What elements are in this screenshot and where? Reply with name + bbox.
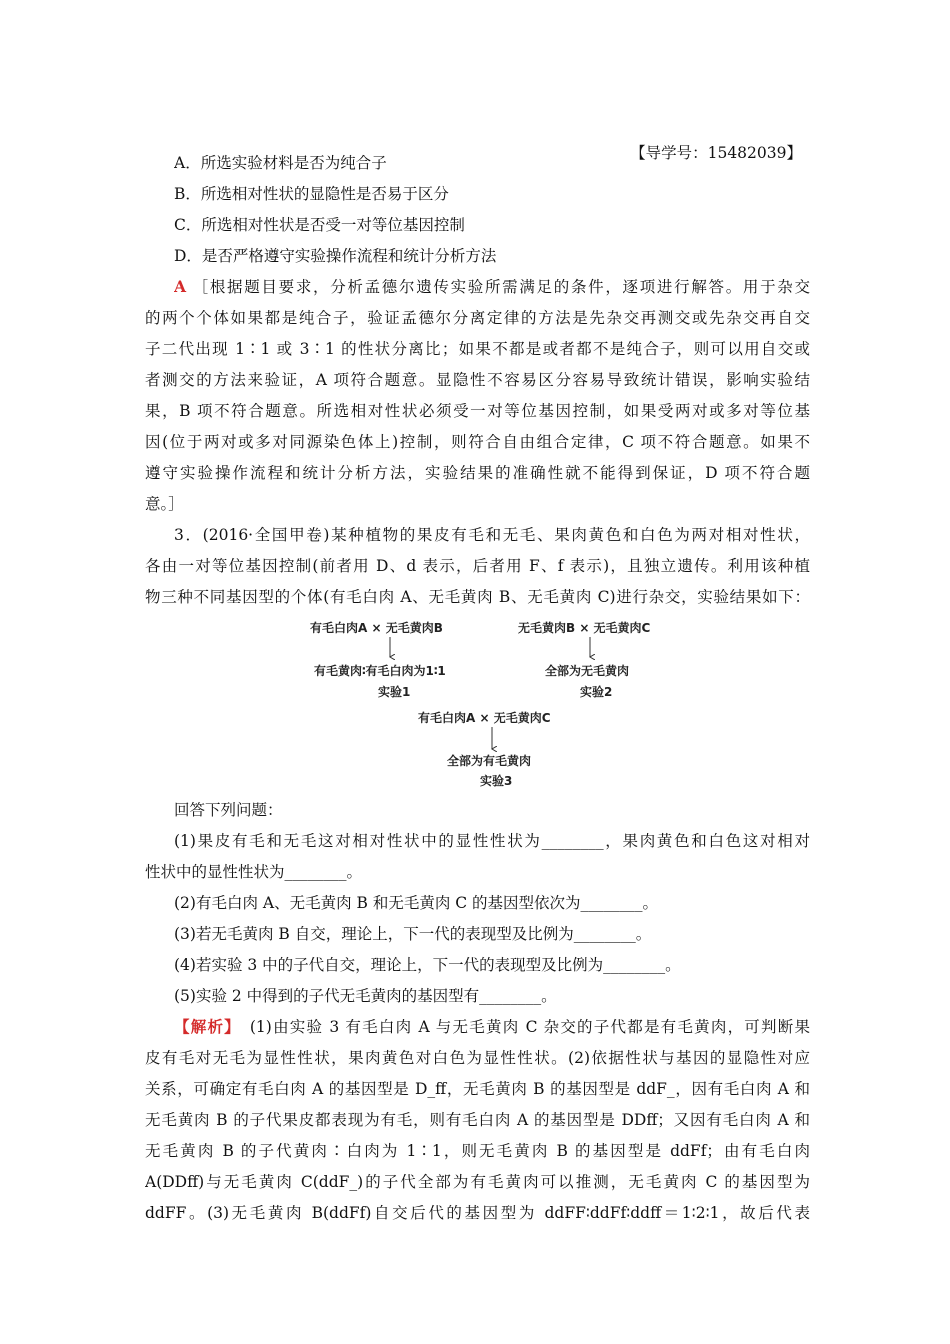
answer-line-6: 因(位于两对或多对同源染色体上)控制，则符合自由组合定律，C 项不符合题意。如果不 xyxy=(145,433,810,451)
option-b: B．所选相对性状的显隐性是否易于区分 xyxy=(174,185,449,203)
exp1-label: 实验1 xyxy=(378,685,411,699)
cross-experiment-diagram xyxy=(300,615,680,795)
exp1-cross: 有毛白肉A × 无毛黄肉B xyxy=(310,621,443,635)
answer-line-4: 者测交的方法来验证，A 项符合题意。显隐性不容易区分容易导致统计错误，影响实验结 xyxy=(145,371,810,389)
exp3-cross: 有毛白肉A × 无毛黄肉C xyxy=(418,711,551,725)
subquestion-5: (5)实验 2 中得到的子代无毛黄肉的基因型有________。 xyxy=(174,987,557,1005)
subquestion-4: (4)若实验 3 中的子代自交，理论上，下一代的表现型及比例为________。 xyxy=(174,956,681,974)
answer-line-2: 的两个个体如果都是纯合子，验证孟德尔分离定律的方法是先杂交再测交或先杂交再自交 xyxy=(145,309,810,327)
answer-letter: A xyxy=(174,277,187,296)
analysis-line-7: ddFF。(3)无毛黄肉 B(ddFf)自交后代的基因型为 ddFF∶ddFf∶ddff＝1∶2∶1，故后代表 xyxy=(145,1204,810,1222)
analysis-line-4: 无毛黄肉 B 的子代果皮都表现为有毛，则有毛白肉 A 的基因型是 DDff；又因有毛白肉 A 和 xyxy=(145,1111,810,1129)
answer-line-8: 意。］ xyxy=(145,495,184,513)
answer-line-7: 遵守实验操作流程和统计分析方法，实验结果的准确性就不能得到保证，D 项不符合题 xyxy=(145,464,810,482)
analysis-line-6: A(DDff)与无毛黄肉 C(ddF_)的子代全部为有毛黄肉可以推测，无毛黄肉 C 的基因型为 xyxy=(145,1173,810,1191)
exp3-label: 实验3 xyxy=(480,774,513,788)
analysis-line-3: 关系，可确定有毛白肉 A 的基因型是 D_ff，无毛黄肉 B 的基因型是 ddF_，因有毛白肉 A 和 xyxy=(145,1080,810,1098)
guide-number: 【导学号：15482039】 xyxy=(630,144,802,162)
answer-text: ［根据题目要求，分析孟德尔遗传实验所需满足的条件，逐项进行解答。用于杂交 xyxy=(186,278,810,296)
analysis-line-2: 皮有毛对无毛为显性性状，果肉黄色对白色为显性性状。(2)依据性状与基因的显隐性对应 xyxy=(145,1049,810,1067)
exp1-result: 有毛黄肉∶有毛白肉为1∶1 xyxy=(314,664,446,678)
option-a: A．所选实验材料是否为纯合子 xyxy=(174,154,387,172)
question-line-2: 各由一对等位基因控制(前者用 D、d 表示，后者用 F、f 表示)，且独立遗传。利用该种植 xyxy=(145,557,810,575)
subquestion-1-line-2: 性状中的显性性状为________。 xyxy=(145,863,363,881)
subquestion-3: (3)若无毛黄肉 B 自交，理论上，下一代的表现型及比例为________。 xyxy=(174,925,652,943)
analysis-line-5: 无毛黄肉 B 的子代黄肉∶白肉为 1∶1，则无毛黄肉 B 的基因型是 ddFf；由有毛白肉 xyxy=(145,1142,810,1160)
answer-prompt: 回答下列问题： xyxy=(174,801,283,819)
question-line-1: 3．(2016·全国甲卷)某种植物的果皮有毛和无毛、果肉黄色和白色为两对相对性状， xyxy=(174,526,810,544)
option-d: D．是否严格遵守实验操作流程和统计分析方法 xyxy=(174,247,497,265)
subquestion-2: (2)有毛白肉 A、无毛黄肉 B 和无毛黄肉 C 的基因型依次为________。 xyxy=(174,894,659,912)
exp3-result: 全部为有毛黄肉 xyxy=(447,754,532,768)
analysis-text: (1)由实验 3 有毛白肉 A 与无毛黄肉 C 杂交的子代都是有毛黄肉，可判断果 xyxy=(233,1018,810,1036)
analysis-line-1 xyxy=(174,1017,810,1037)
answer-line-1 xyxy=(174,277,810,297)
question-line-3: 物三种不同基因型的个体(有毛白肉 A、无毛黄肉 B、无毛黄肉 C)进行杂交，实验结果如下： xyxy=(145,588,810,606)
subquestion-1-line-1: (1)果皮有毛和无毛这对相对性状中的显性性状为________，果肉黄色和白色这对相对 xyxy=(174,832,810,850)
exp2-cross: 无毛黄肉B × 无毛黄肉C xyxy=(518,621,651,635)
option-c: C．所选相对性状是否受一对等位基因控制 xyxy=(174,216,465,234)
answer-line-5: 果，B 项不符合题意。所选相对性状必须受一对等位基因控制，如果受两对或多对等位基 xyxy=(145,402,810,420)
analysis-label: 【解析】 xyxy=(174,1017,234,1036)
answer-line-3: 子二代出现 1∶1 或 3∶1 的性状分离比；如果不都是或者都不是纯合子，则可以用自交或 xyxy=(145,340,810,358)
exp2-label: 实验2 xyxy=(580,685,613,699)
exp2-result: 全部为无毛黄肉 xyxy=(545,664,630,678)
